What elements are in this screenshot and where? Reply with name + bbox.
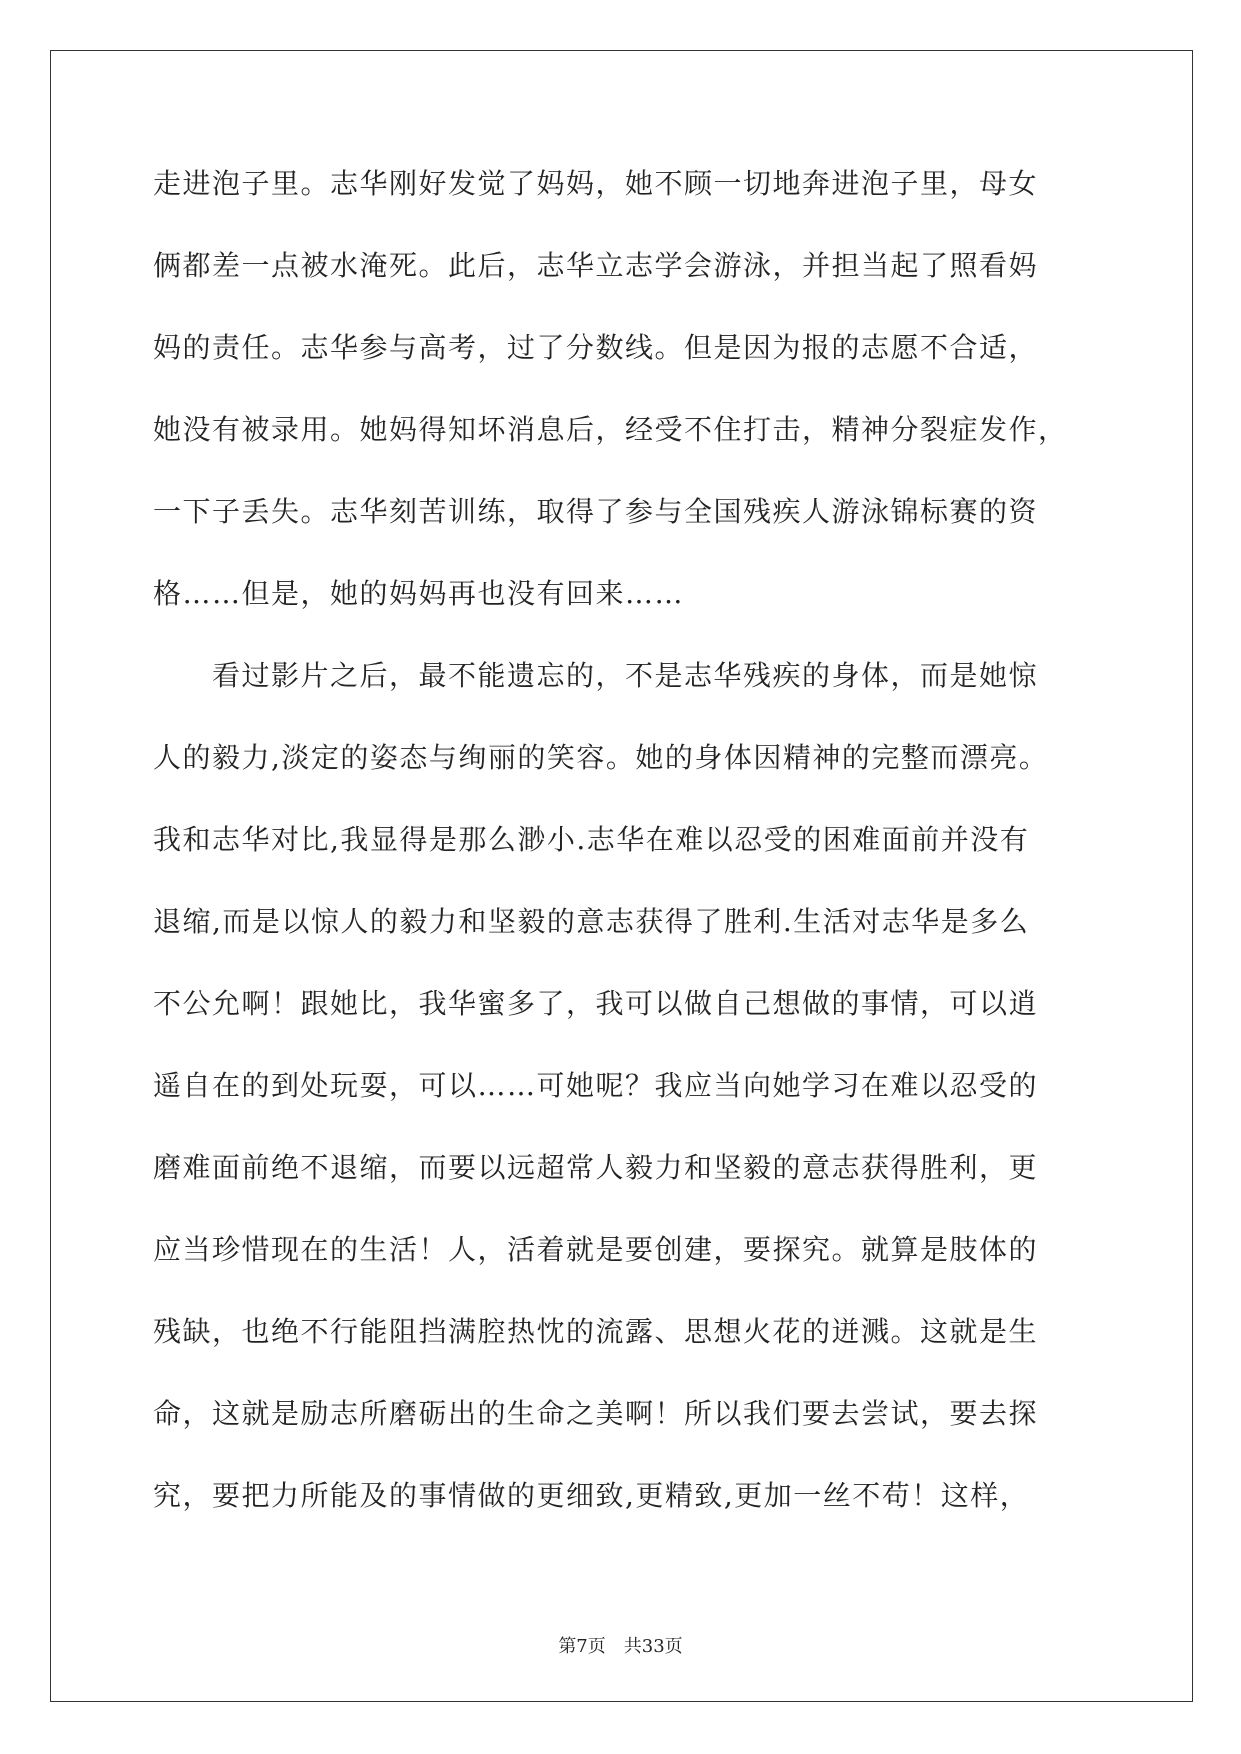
text-line: 残缺，也绝不行能阻挡满腔热忱的流露、思想火花的迸溅。这就是生 <box>153 1315 1039 1348</box>
text-line: 退缩,而是以惊人的毅力和坚毅的意志获得了胜利.生活对志华是多么 <box>153 905 1030 938</box>
text-line: 磨难面前绝不退缩，而要以远超常人毅力和坚毅的意志获得胜利，更 <box>153 1151 1039 1184</box>
text-line: 她没有被录用。她妈得知坏消息后，经受不住打击，精神分裂症发作， <box>153 413 1068 446</box>
text-line: 妈的责任。志华参与高考，过了分数线。但是因为报的志愿不合适， <box>153 331 1039 364</box>
text-line: 一下子丢失。志华刻苦训练，取得了参与全国残疾人游泳锦标赛的资 <box>153 495 1039 528</box>
text-line: 我和志华对比,我显得是那么渺小.志华在难以忍受的困难面前并没有 <box>153 823 1030 856</box>
text-line: 究，要把力所能及的事情做的更细致,更精致,更加一丝不苟！这样， <box>153 1479 1030 1512</box>
text-line: 人的毅力,淡定的姿态与绚丽的笑容。她的身体因精神的完整而漂亮。 <box>153 741 1049 774</box>
text-line: 看过影片之后，最不能遗忘的，不是志华残疾的身体，而是她惊 <box>153 659 1039 692</box>
text-line: 俩都差一点被水淹死。此后，志华立志学会游泳，并担当起了照看妈 <box>153 249 1039 282</box>
text-line: 格……但是，她的妈妈再也没有回来…… <box>153 577 685 610</box>
text-line: 不公允啊！跟她比，我华蜜多了，我可以做自己想做的事情，可以逍 <box>153 987 1039 1020</box>
text-line: 应当珍惜现在的生活！人，活着就是要创建，要探究。就算是肢体的 <box>153 1233 1039 1266</box>
body-text <box>153 160 1093 1554</box>
text-line: 遥自在的到处玩耍，可以……可她呢？我应当向她学习在难以忍受的 <box>153 1069 1039 1102</box>
text-line: 命，这就是励志所磨砺出的生命之美啊！所以我们要去尝试，要去探 <box>153 1397 1039 1430</box>
text-line: 走进泡子里。志华刚好发觉了妈妈，她不顾一切地奔进泡子里，母女 <box>153 167 1039 200</box>
page-number-footer: 第7页 共33页 <box>558 1636 683 1657</box>
